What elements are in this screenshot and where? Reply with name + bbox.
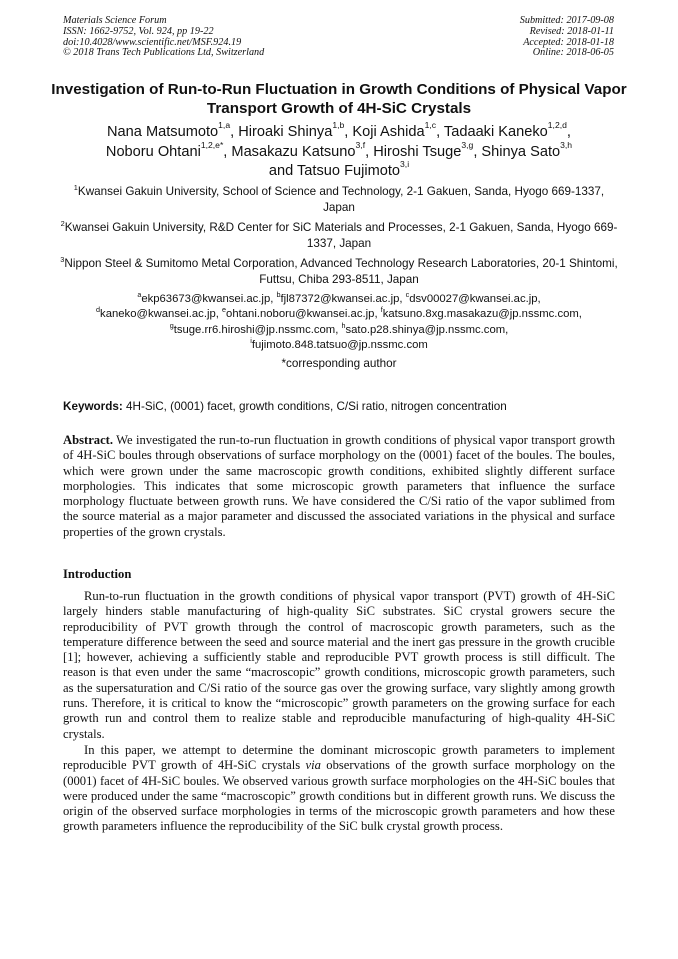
keywords — [63, 399, 615, 414]
affiliation: $^1$Kwansei Gakuin University, School of Science and Technology, 2-1 Gakuen, Sanda, Hyogo 669-1337, Japan — [73, 183, 605, 214]
dates-header — [520, 16, 614, 59]
online-date: Online: 2018-06-05 — [532, 47, 614, 59]
accepted-date: Accepted: 2018-01-18 — [523, 36, 614, 48]
author: Hiroshi Tsuge$^{3,g}$ — [373, 139, 474, 160]
submitted-date: Submitted: 2017-09-08 — [519, 15, 614, 26]
paper-title: Investigation of Run-to-Run Fluctuation in Growth Conditions of Physical Vapor Transport Growth of 4H-SiC Crystals — [51, 81, 627, 117]
author: Nana Matsumoto$^{1,a}$ — [107, 120, 231, 140]
body-paragraph: In this paper, we attempt to determine the dominant microscopic growth parameters to implement reproducible PVT growth of 4H-SiC crystals via observations of the growth surface morphology on the (0001) facet of 4H-SiC boules. We observed various growth surface morphologies on the 4H-SiC boules that were produced under the same “macroscopic” growth conditions but in different growth runs. We discuss the origin of the observed surface morphologies in terms of the microscopic growth parameters and how these growth parameters influence the reproducibility of the SiC bulk crystal growth process. — [63, 743, 615, 834]
email-list: $^a$ekp63673@kwansei.ac.jp, $^b$fjl87372@kwansei.ac.jp, $^c$dsv00027@kwansei.ac.jp, $^d$kaneko@kwansei.ac.jp, $^e$ohtani.noboru@kwansei.ac.jp, $^f$katsuno.8xg.masakazu@jp.nssmc.com, $^g$tsuge.rr6.hiroshi@jp.nssmc.com, $^h$sato.p28.shinya@jp.nssmc.com, $^i$fujimoto.848.tatsuo@jp.nssmc.com — [96, 290, 582, 352]
author: Shinya Sato$^{3,h}$ — [481, 139, 573, 160]
author: Noboru Ohtani$^{1,2,e*}$ — [105, 139, 224, 160]
author: Hiroaki Shinya$^{1,b}$ — [238, 120, 345, 140]
corresponding-author-note: *corresponding author — [281, 357, 397, 370]
email-link[interactable]: $^f$katsuno.8xg.masakazu@jp.nssmc.com — [380, 305, 579, 321]
abstract — [63, 433, 615, 540]
author: Tadaaki Kaneko$^{1,2,d}$ — [443, 120, 567, 140]
email-link[interactable]: $^e$ohtani.noboru@kwansei.ac.jp — [222, 305, 375, 321]
email-link[interactable]: $^b$fjl87372@kwansei.ac.jp — [276, 290, 400, 305]
email-link[interactable]: $^c$dsv00027@kwansei.ac.jp — [405, 290, 538, 305]
email-link[interactable]: $^a$ekp63673@kwansei.ac.jp — [137, 290, 271, 305]
journal-name: Materials Science Forum — [63, 15, 167, 26]
author-list: Nana Matsumoto$^{1,a}$, Hiroaki Shinya$^{1,b}$, Koji Ashida$^{1,c}$, Tadaaki Kaneko$^{1,2,d}$, Noboru Ohtani$^{1,2,e*}$, Masakazu Katsuno$^{3,f}$, Hiroshi Tsuge$^{3,g}$, Shinya Sato$^{3,h}$ and Tatsuo Fujimoto$^{3,i}$ — [105, 120, 573, 180]
abstract-label: Abstract. — [63, 433, 114, 447]
email-link[interactable]: $^g$tsuge.rr6.hiroshi@jp.nssmc.com — [169, 321, 336, 336]
author: Koji Ashida$^{1,c}$ — [352, 120, 437, 140]
journal-header — [63, 16, 264, 59]
issn-line: ISSN: 1662-9752, Vol. 924, pp 19-22 — [63, 25, 214, 37]
email-link[interactable]: $^h$sato.p28.shinya@jp.nssmc.com — [341, 321, 506, 336]
doi-line[interactable]: doi:10.4028/www.scientific.net/MSF.924.19 — [63, 36, 242, 48]
section-heading: Introduction — [63, 567, 132, 581]
author: Tatsuo Fujimoto$^{3,i}$ — [297, 159, 410, 180]
email-link[interactable]: $^d$kaneko@kwansei.ac.jp — [96, 305, 216, 321]
email-link[interactable]: $^i$fujimoto.848.tatsuo@jp.nssmc.com — [250, 336, 428, 352]
affiliation: $^3$Nippon Steel & Sumitomo Metal Corporation, Advanced Technology Research Laboratories, 20-1 Shintomi, Futtsu, Chiba 293-8511, Japan — [60, 255, 618, 286]
copyright-line: © 2018 Trans Tech Publications Ltd, Switzerland — [63, 47, 265, 59]
affiliation: $^2$Kwansei Gakuin University, R&D Center for SiC Materials and Processes, 2-1 Gakuen, Sanda, Hyogo 669-1337, Japan — [60, 219, 618, 250]
keywords-label: Keywords: — [63, 400, 123, 413]
author: Masakazu Katsuno$^{3,f}$ — [231, 139, 366, 160]
revised-date: Revised: 2018-01-11 — [529, 25, 614, 37]
body-paragraph: Run-to-run fluctuation in the growth conditions of physical vapor transport (PVT) growth of 4H-SiC largely hinders stable manufacturing of high-quality SiC substrates. SiC crystal growers secure the reproducibility of PVT growth through the control of macroscopic growth parameters, such as the temperature difference between the seed and source material and the inert gas pressure in the growth crucible [1]; however, achieving a sufficiently stable and reproducible PVT growth process is still difficult. The reason is that even under the same “macroscopic” growth conditions, microscopic growth parameters, such as the supersaturation and C/Si ratio of the source gas over the growing surface, vary slightly among growth runs. Therefore, it is critical to know the “microscopic” growth parameters on the growing surface for each growth run and control them to realize stable and reproducible manufacturing of high-quality 4H-SiC crystals. — [63, 589, 615, 741]
keywords-text: 4H-SiC, (0001) facet, growth conditions, C/Si ratio, nitrogen concentration — [122, 400, 507, 413]
abstract-text: We investigated the run-to-run fluctuation in growth conditions of physical vapor transport growth of 4H-SiC boules through observations of surface morphology on the (0001) facet of the boules. The boules, which were grown under the same macroscopic growth conditions, exhibited slightly different surface morphologies. This indicates that some microscopic growth parameters that influence the surface morphology fluctuate between growth runs. We have considered the C/Si ratio of the vapor sublimed from the source material as a major parameter and discussed the associated variations in the physical and surface properties of the grown crystals. — [63, 433, 615, 539]
